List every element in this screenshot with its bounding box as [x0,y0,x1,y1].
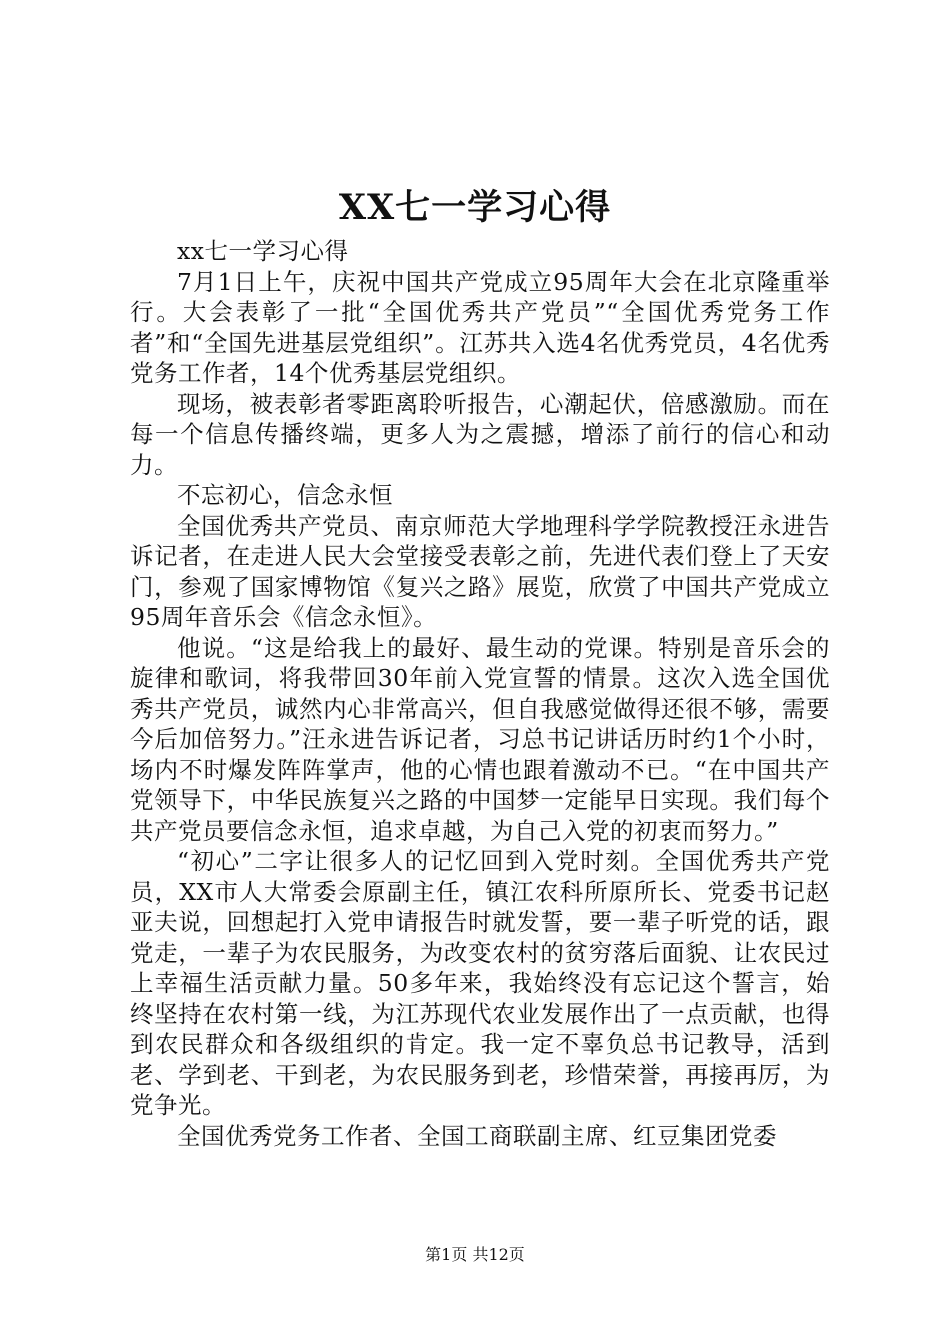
paragraph-quote: 他说。“这是给我上的最好、最生动的党课。特别是音乐会的旋律和歌词，将我带回30年前入党宣誓的情景。这次入选全国优秀共产党员，诚然内心非常高兴，但自我感觉做得还很不够，需要今后加倍努力。”汪永进告诉记者，习总书记讲话历时约1个小时，场内不时爆发阵阵掌声，他的心情也跟着激动不已。“在中国共产党领导下，中华民族复兴之路的中国梦一定能早日实现。我们每个共产党员要信念永恒，追求卓越，为自己入党的初衷而努力。” [130,633,830,845]
page-number: 第1页 共12页 [425,1245,525,1264]
paragraph-wang: 全国优秀共产党员、南京师范大学地理科学学院教授汪永进告诉记者，在走进人民大会堂接受表彰之前，先进代表们登上了天安门，参观了国家博物馆《复兴之路》展览，欣赏了中国共产党成立95周年音乐会《信念永恒》。 [130,511,830,631]
section-heading: 不忘初心，信念永恒 [177,481,393,509]
paragraph-scene: 现场，被表彰者零距离聆听报告，心潮起伏，倍感激励。而在每一个信息传播终端，更多人为之震撼，增添了前行的信心和动力。 [130,389,830,479]
paragraph-zhao: “初心”二字让很多人的记忆回到入党时刻。全国优秀共产党员，XX市人大常委会原副主任，镇江农科所原所长、党委书记赵亚夫说，回想起打入党申请报告时就发誓，要一辈子听党的话，跟党走，一辈子为农民服务，为改变农村的贫穷落后面貌、让农民过上幸福生活贡献力量。50多年来，我始终没有忘记这个誓言，始终坚持在农村第一线，为江苏现代农业发展作出了一点贡献，也得到农民群众和各级组织的肯定。我一定不辜负总书记教导，活到老、学到老、干到老，为农民服务到老，珍惜荣誉，再接再厉，为党争光。 [130,847,830,1119]
document-title: XX七一学习心得 [338,187,612,228]
paragraph-continued: 全国优秀党务工作者、全国工商联副主席、红豆集团党委 [177,1121,777,1150]
paragraph-subtitle: xx七一学习心得 [177,237,349,265]
document-body [130,236,830,1151]
paragraph-event-intro: 7月1日上午，庆祝中国共产党成立95周年大会在北京隆重举行。大会表彰了一批“全国优秀共产党员”“全国优秀党务工作者”和“全国先进基层党组织”。江苏共入选4名优秀党员，4名优秀党务工作者，14个优秀基层党组织。 [130,267,830,387]
